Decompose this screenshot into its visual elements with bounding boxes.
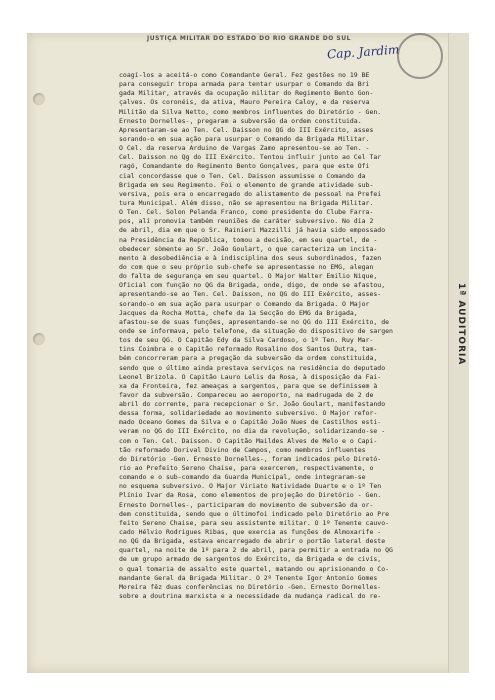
text-line: mandante Geral da Brigada Militar. O 2º Tenente Igor Antonio Gomes bbox=[119, 573, 378, 582]
text-line: O Cel. da reserva Arduino de Vargas Zamo apresentou-se ao Ten. - bbox=[119, 144, 370, 153]
text-line: no QG da Brigada, estava encarregado de abrir o portão lateral deste bbox=[119, 537, 386, 546]
text-line: Moreira fêz duas conferências no Diretório -Gen. Ernesto Dornelles- bbox=[119, 582, 382, 591]
text-line: rio ao Prefeito Sereno Chaise, para exercerem, respectivamente, o bbox=[119, 464, 374, 473]
text-line: dessa forma, solidariedade ao movimento subversivo. O Major refor- bbox=[119, 409, 378, 418]
text-line: ragó, Comandante do Regimento Bento Gonçalves, para que este Ofi bbox=[119, 162, 370, 171]
text-line: do Diretório -Gen. Ernesto Dornelles-, foram indicados pelo Diretó- bbox=[119, 454, 382, 463]
text-line: cial concordasse que o Ten. Cel. Daisson assumisse o Comando da bbox=[119, 171, 366, 180]
text-line: Brigada em seu Regimento. Foi o elemento de grande atividade sub- bbox=[119, 180, 374, 189]
text-line: tura Municipal. Além disso, não se apresentou na Brigada Militar. bbox=[119, 198, 374, 207]
text-line: onde se informava, pelo telefone, da situação do dispositivo de sargen bbox=[119, 326, 393, 335]
text-line: do falta de segurança em seu quartel. O Major Walter Emilio Nique, bbox=[119, 272, 378, 281]
text-line: feito Sereno Chaise, para seu assistente militar. O 1º Tenente cauvo- bbox=[119, 518, 390, 527]
text-line: sendo que o último ainda prestava serviços na residência do deputado bbox=[119, 363, 386, 372]
margin-label: 1ª AUDITORIA bbox=[456, 283, 466, 366]
text-line: versiva, pois era o encarregado do alistamento de pessoal na Prefei bbox=[119, 189, 382, 198]
signature: Cap. Jardim bbox=[326, 42, 400, 62]
text-line: coagí-los a aceitá-o como Comandante Geral. Fez gestões no 19 BE bbox=[119, 71, 370, 79]
text-line: tos de seu QG. O Capitão Edy da Silva Cardoso, o 1º Ten. Ruy Mar- bbox=[119, 336, 374, 345]
text-line: pos, alí promovia também reuniões de caráter subversivo. No dia 2 bbox=[119, 217, 374, 226]
text-line: o qual tomaria de assalto este quartel, matando ou aprisionando o Co- bbox=[119, 564, 390, 573]
text-line: no esquema subversivo. O Major Viriato Natividade Duarte e o 1º Ten bbox=[119, 482, 382, 491]
text-line: do com que o seu próprio sub-chefe se apresentasse no EMG, alegan bbox=[119, 262, 374, 271]
text-line: Ernesto Dornelles-, participaram do movimento de subversão da or- bbox=[119, 500, 374, 509]
text-line: de um grupo armado de sargentos do Exército, da Brigada e de civís, bbox=[119, 555, 382, 564]
text-line: para conseguir tropa armada para tentar usurpar o Comando da Bri bbox=[119, 80, 370, 89]
text-line: comando e o sub-comando da Guarda Municipal, onde integraram-se bbox=[119, 473, 366, 482]
text-line: favor da subversão. Compareceu ao aeroporto, na madrugada de 2 de bbox=[119, 390, 374, 399]
text-line: Ernesto Dornelles-, pregaram a subversão da ordem constituida. bbox=[119, 116, 362, 125]
text-line: abril do corrente, para recepcionar o Sr. João Goulart, manifestando bbox=[119, 400, 386, 409]
text-line: Plínio Ivar da Rosa, como elementos de projeção do Diretório - Gen. bbox=[119, 491, 382, 500]
text-line: Apresentaram-se ao Ten. Cel. Daisson no QG do III Exército, asses bbox=[119, 125, 374, 134]
text-line: gada Militar, através da ocupação militar do Regimento Bento Gon- bbox=[119, 89, 374, 98]
text-line: quartel, na noite de 1º para 2 de abril, para permitir a entrada no QG bbox=[119, 546, 393, 555]
text-line: Cel. Daisson no Qg do III Exército. Tentou influir junto ao Cel Tar bbox=[119, 153, 382, 162]
text-line: sorando-o em sua ação para usurpar o Comando da Brigada Militar. bbox=[119, 134, 370, 143]
text-line: de abril, dia em que o Sr. Rainieri Mazzilli já havia sido empossado bbox=[119, 226, 386, 235]
running-head: JUSTIÇA MILITAR DO ESTADO DO RIO GRANDE DO SUL bbox=[147, 35, 351, 42]
text-line: afastou-se de suas funções, apresentando-se no QG do III Exército, de bbox=[119, 317, 390, 326]
punch-hole bbox=[33, 93, 45, 105]
text-line: Leonel Brizola. O Capitão Lauro Lelis da Rosa, à disposição da Fai- bbox=[119, 372, 382, 381]
text-line: Militão da Silva Netto, como membros influentes do Diretório - Gen. bbox=[119, 107, 382, 116]
text-line: obedecer sòmente ao Sr. João Goulart, o que caracteriza um incita- bbox=[119, 244, 378, 253]
text-line: xa da Fronteira, fez ameaças a sargentos, para que se definissem à bbox=[119, 381, 378, 390]
text-line: veram no QG do III Exército, no dia da revolução, solidarizando-se - bbox=[119, 427, 386, 436]
text-line: tão reformado Dorival Divino de Campos, como membros influentes bbox=[119, 445, 366, 454]
text-line: Oficial com função no QG da Brigada, onde, digo, de onde se afastou, bbox=[119, 281, 386, 290]
text-line: sobre a doutrina marxista e a necessidade da mudança radical do re- bbox=[119, 592, 382, 601]
punch-hole bbox=[33, 333, 45, 345]
text-line: mado Oceano Gomes da Silva e o Capitão João Nues de Castilhos esti- bbox=[119, 418, 382, 427]
text-line: cado Hélvio Rodrigues Ribas, que exercia as funções de Almoxarife - bbox=[119, 528, 382, 537]
text-line: O Ten. Cel. Solon Pelanda Franco, como presidente do Clube Farra- bbox=[119, 208, 374, 217]
text-line: tins Coimbra e o Capitão reformado Rosalino dos Santos Dutra, tam- bbox=[119, 345, 378, 354]
document-body bbox=[119, 71, 454, 601]
text-line: çalves. Os coronéis, da ativa, Mauro Pereira Caloy, e da reserva bbox=[119, 98, 370, 107]
text-line: com o Ten. Cel. Daisson. O Capitão Maildes Alves de Melo e o Capi- bbox=[119, 436, 378, 445]
text-line: apresentando-se ao Ten. Cel. Daisson, no QG do III Exército, asses- bbox=[119, 290, 382, 299]
text-line: mento à desobediência e à indisciplina dos seus subordinados, fazen bbox=[119, 253, 382, 262]
text-line: bém concorreram para a pregação da subversão da ordem constituida, bbox=[119, 354, 378, 363]
text-line: na Presidência da República, tomou a decisão, em seu quartel, de - bbox=[119, 235, 378, 244]
text-line: sorando-o em sua ação para usurpar o Comando da Brigada. O Major bbox=[119, 299, 370, 308]
text-line: Jacques da Rocha Motta, chefe da 1a Secção do EMG da Brigada, bbox=[119, 308, 358, 317]
text-line: dem constituida, sendo que o últimofoi indicado pelo Diretório ao Pre bbox=[119, 509, 390, 518]
document-page bbox=[27, 33, 469, 673]
